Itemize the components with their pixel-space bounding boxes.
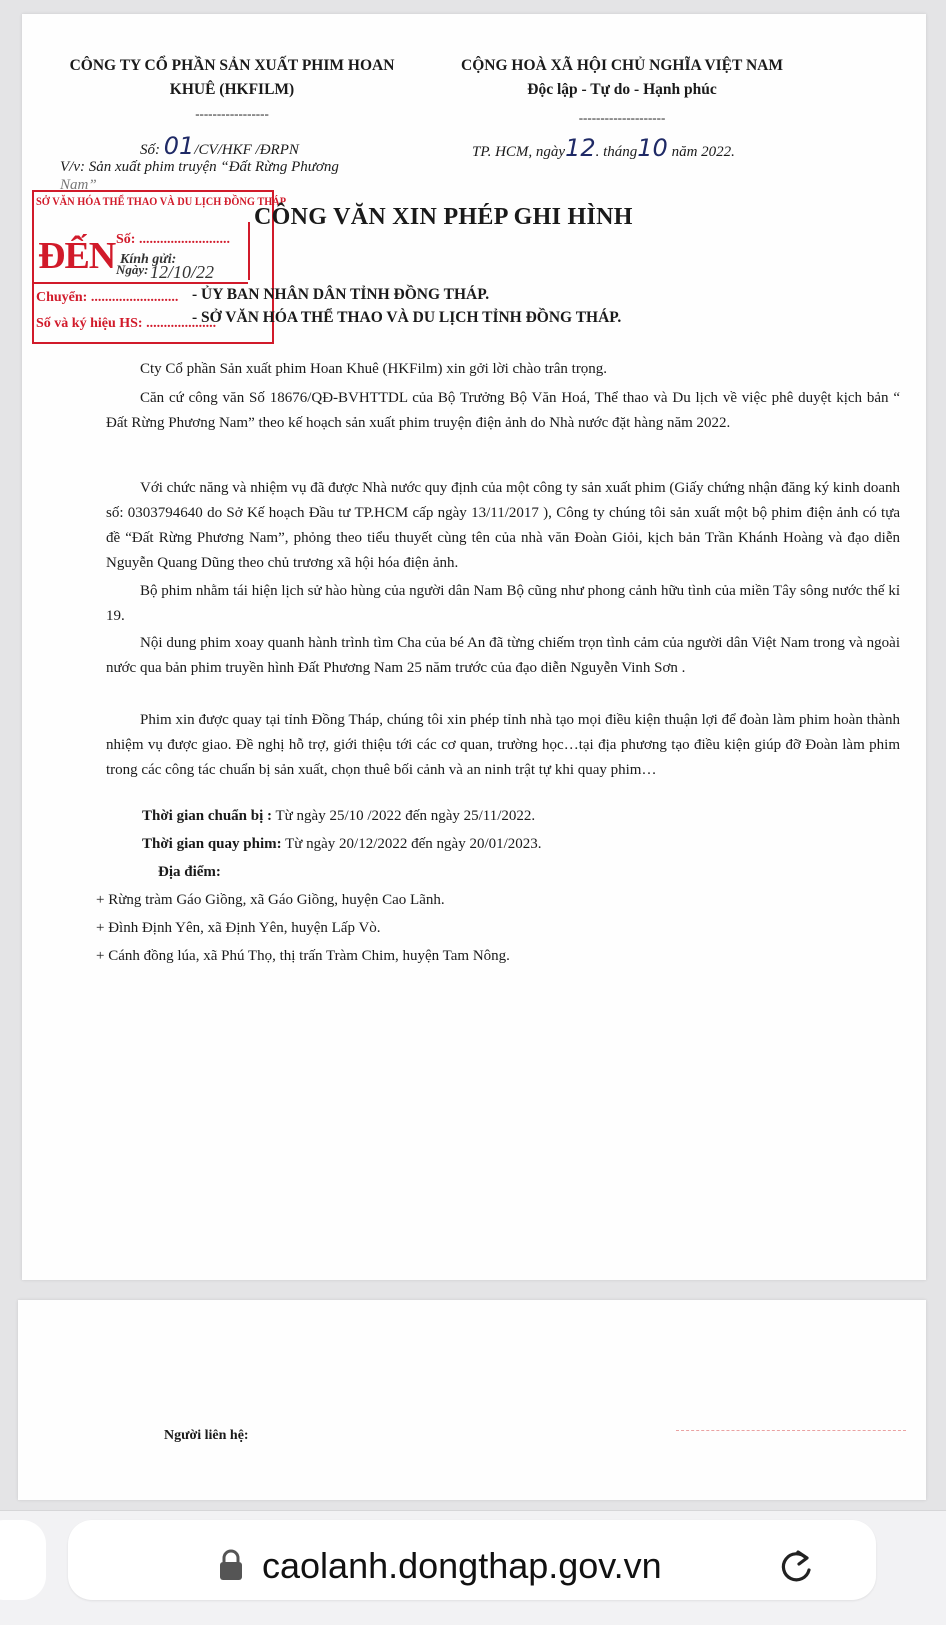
company-name-line2: KHUÊ (HKFILM) xyxy=(169,81,295,98)
para-request: Phim xin được quay tại tỉnh Đồng Tháp, chúng tôi xin phép tỉnh nhà tạo mọi điều kiện thuận lợi để đoàn làm phim hoàn thành nhiệm vụ được giao. Đề nghị hỗ trợ, giới thiệu tới các cơ quan, trường học…tại địa phương tạo điều kiện giúp đỡ Đoàn làm phim trong các công tác chuẩn bị sản xuất, chọn thuê bối cảnh và an ninh trật tự khi quay phim… xyxy=(106,712,900,778)
page2-faded-mark xyxy=(676,1430,906,1447)
nation-line1: CỘNG HOÀ XÃ HỘI CHỦ NGHĨA VIỆT NAM xyxy=(461,57,783,74)
stamp-ngay-label: Ngày: xyxy=(116,262,149,277)
url-text[interactable]: caolanh.dongthap.gov.vn xyxy=(262,1545,662,1586)
stamp-org: SỞ VĂN HÓA THỂ THAO VÀ DU LỊCH ĐỒNG THÁP xyxy=(36,196,287,208)
para-function: Với chức năng và nhiệm vụ đã được Nhà nước quy định của một công ty sản xuất phim (Giấy chứng nhận đăng ký kinh doanh số: 0303794640 do Sở Kế hoạch Đầu tư TP.HCM cấp ngày 13/11/2017 ), Công ty chúng tôi sản xuất một bộ phim điện ảnh có tựa đề “Đất Rừng Phương Nam”, phỏng theo tiểu thuyết cùng tên của nhà văn Đoàn Giỏi, kịch bản Trần Khánh Hoàng và đạo diễn Nguyễn Quang Dũng theo chủ trương xã hội hóa điện ảnh. xyxy=(106,480,900,571)
document-page-1 xyxy=(22,14,926,1280)
stamp-so: Số: .......................... xyxy=(116,232,230,247)
stamp-hoso: Số và ký hiệu HS: .................... xyxy=(36,316,217,331)
company-name-line1: CÔNG TY CỔ PHẦN SẢN XUẤT PHIM HOAN xyxy=(69,57,395,74)
shoot-label: Thời gian quay phim: xyxy=(142,836,282,852)
date-month-handwritten: 10 xyxy=(637,134,668,162)
document-title: CÔNG VĂN XIN PHÉP GHI HÌNH xyxy=(254,204,633,230)
para-basis: Căn cứ công văn Số 18676/QĐ-BVHTTDL của Bộ Trưởng Bộ Văn Hoá, Thể thao và Du lịch về việc phê duyệt kịch bản “ Đất Rừng Phương Nam” theo kế hoạch sản xuất phim truyện điện ảnh do Nhà nước đặt hàng năm 2022. xyxy=(106,390,900,431)
nation-rule: -------------------- xyxy=(578,110,666,125)
stamp-den: ĐẾN xyxy=(38,235,116,277)
para-aim: Bộ phim nhằm tái hiện lịch sử hào hùng của người dân Nam Bộ cũng như phong cảnh hữu tình của miền Tây sông nước thế kỉ 19. xyxy=(106,583,900,624)
prep-time xyxy=(142,804,535,829)
contact-label: Người liên hệ: xyxy=(164,1428,249,1443)
date-month-label: . tháng xyxy=(595,144,638,160)
location-item: + Cánh đồng lúa, xã Phú Thọ, thị trấn Tràm Chim, huyện Tam Nông. xyxy=(96,948,510,964)
date-prefix: TP. HCM, ngày xyxy=(472,144,566,160)
recipient-1: - ỦY BAN NHÂN DÂN TỈNH ĐỒNG THÁP. xyxy=(192,286,490,303)
stamp-chuyen: Chuyển: ......................... xyxy=(36,290,179,305)
document-number xyxy=(140,132,299,160)
shoot-time xyxy=(142,832,542,857)
location-item: + Rừng tràm Gáo Giồng, xã Gáo Giồng, huyện Cao Lãnh. xyxy=(96,892,445,908)
prep-label: Thời gian chuẩn bị : xyxy=(142,808,273,824)
document-page-2 xyxy=(18,1300,926,1500)
date-day-handwritten: 12 xyxy=(565,134,596,162)
subject-line1: V/v: Sản xuất phim truyện “Đất Rừng Phương xyxy=(60,159,339,175)
date-year: năm 2022. xyxy=(671,144,735,160)
stamp-ngay-value: 12/10/22 xyxy=(150,262,215,282)
reload-icon[interactable] xyxy=(776,1546,816,1586)
so-number-handwritten: 01 xyxy=(163,132,195,160)
location-item: + Đình Định Yên, xã Định Yên, huyện Lấp Vò. xyxy=(96,920,381,936)
company-name xyxy=(42,54,422,102)
company-rule: ----------------- xyxy=(195,106,269,121)
para-greeting: Cty Cổ phần Sản xuất phim Hoan Khuê (HKFilm) xin gởi lời chào trân trọng. xyxy=(140,361,608,377)
nation-line2: Độc lập - Tự do - Hạnh phúc xyxy=(527,81,717,98)
so-prefix: Số: xyxy=(140,142,160,158)
stamp-divider xyxy=(248,222,250,280)
previous-tab-pill[interactable] xyxy=(0,1520,46,1600)
lock-icon xyxy=(218,1548,244,1582)
recipient-2: - SỞ VĂN HÓA THỂ THAO VÀ DU LỊCH TỈNH ĐỒNG THÁP. xyxy=(192,309,622,326)
stamp-rule xyxy=(34,282,248,284)
date-line xyxy=(472,134,735,162)
nation-header xyxy=(432,54,812,102)
location-label: Địa điểm: xyxy=(158,864,221,880)
kinh-gui-label: Kính gửi: xyxy=(120,252,177,267)
subject-line2: Nam” xyxy=(60,177,97,193)
prep-value: Từ ngày 25/10 /2022 đến ngày 25/11/2022. xyxy=(275,808,536,824)
so-suffix: /CV/HKF /ĐRPN xyxy=(194,142,299,158)
shoot-value: Từ ngày 20/12/2022 đến ngày 20/01/2023. xyxy=(285,836,542,852)
para-content: Nội dung phim xoay quanh hành trình tìm Cha của bé An đã từng chiếm trọn tình cảm của người dân Việt Nam trong và ngoài nước qua bản phim truyền hình Đất Phương Nam 25 năm trước của đạo diễn Nguyễn Vinh Sơn . xyxy=(106,635,900,676)
